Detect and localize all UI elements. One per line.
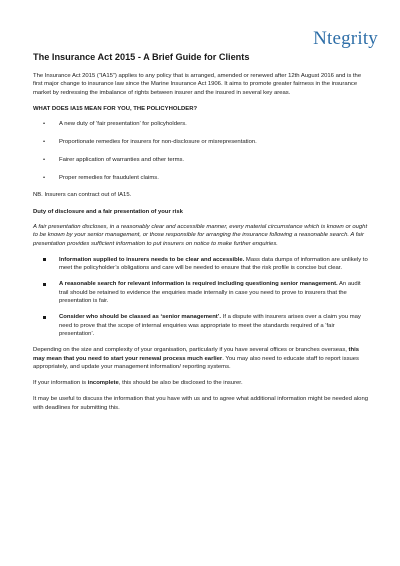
note-paragraph: NB. Insurers can contract out of IA15. xyxy=(33,192,132,199)
point-text: An audit trail should be retained to evidence the enquiries made internally in case you need to prove to insurers that the presentation is fair. xyxy=(59,281,361,305)
disclosure-points-list xyxy=(33,256,371,338)
point-bold: Information supplied to insurers needs to be clear and accessible. xyxy=(59,256,245,263)
organisation-paragraph xyxy=(33,346,371,371)
discuss-paragraph: It may be useful to discuss the information that you have with us and to agree what additional information might be needed along with deadlines for submitting this. xyxy=(33,396,368,411)
paragraph-text: Depending on the size and complexity of your organisation, particularly if you have several offices or branches overseas, xyxy=(33,347,349,354)
paragraph-bold: incomplete xyxy=(87,380,119,387)
paragraph-text: , this should be also be disclosed to the insurer. xyxy=(118,380,243,387)
policyholder-list xyxy=(33,120,371,182)
paragraph-bold: this may mean that you need to start your renewal process much earlier xyxy=(33,347,360,362)
document-title: The Insurance Act 2015 - A Brief Guide for Clients xyxy=(33,52,250,62)
list-item: • Proportionate remedies for insurers for non-disclosure or misrepresentation. xyxy=(33,138,371,146)
paragraph-text: If your information is xyxy=(33,380,88,387)
list-item: • Proper remedies for fraudulent claims. xyxy=(33,174,371,182)
document-body xyxy=(33,51,371,420)
point-text: Mass data dumps of information are unlikely to meet the policyholder’s obligations and care will be needed to ensure that the risk profile is concise but clear. xyxy=(59,256,368,272)
company-logo: Ntegrity xyxy=(313,28,378,49)
paragraph-text: . You may also need to educate staff to report issues appropriately, and update your management information/ reporting systems. xyxy=(33,355,360,370)
point-text: If a dispute with insurers arises over a claim you may need to prove that the scope of internal enquiries was appropriate to meet the standards required of a ‘fair presentation’. xyxy=(59,314,361,337)
list-item: • Fairer application of warranties and other terms. xyxy=(33,156,371,164)
list-item xyxy=(33,280,371,305)
point-bold: A reasonable search for relevant information is required including questioning senior management. xyxy=(59,281,338,288)
list-item: • A new duty of ‘fair presentation’ for policyholders. xyxy=(33,120,371,128)
intro-paragraph: The Insurance Act 2015 (“IA15”) applies to any policy that is arranged, amended or renewed after 12th August 2016 and is the first major change to insurance law since the Marine Insurance Act 1906. It aims to promote greater fairness in the insurance market by redressing the imbalance of rights between insurer and the insured in several key areas. xyxy=(33,73,362,96)
incomplete-paragraph xyxy=(33,379,371,387)
list-item xyxy=(33,256,371,273)
section-heading-policyholder: WHAT DOES IA15 MEAN FOR YOU, THE POLICYHOLDER? xyxy=(33,105,198,112)
fair-presentation-definition: A fair presentation discloses, in a reasonably clear and accessible manner, every material circumstance which is known or ought to be known by your senior management, or those responsible for arranging the insurance following a reasonable search. A fair presentation provides sufficient information to put insurers on notice to make further enquiries. xyxy=(33,223,368,247)
list-item xyxy=(33,313,371,338)
section-heading-disclosure: Duty of disclosure and a fair presentation of your risk xyxy=(33,208,183,215)
point-bold: Consider who should be classed as ‘senior management’. xyxy=(59,314,222,321)
